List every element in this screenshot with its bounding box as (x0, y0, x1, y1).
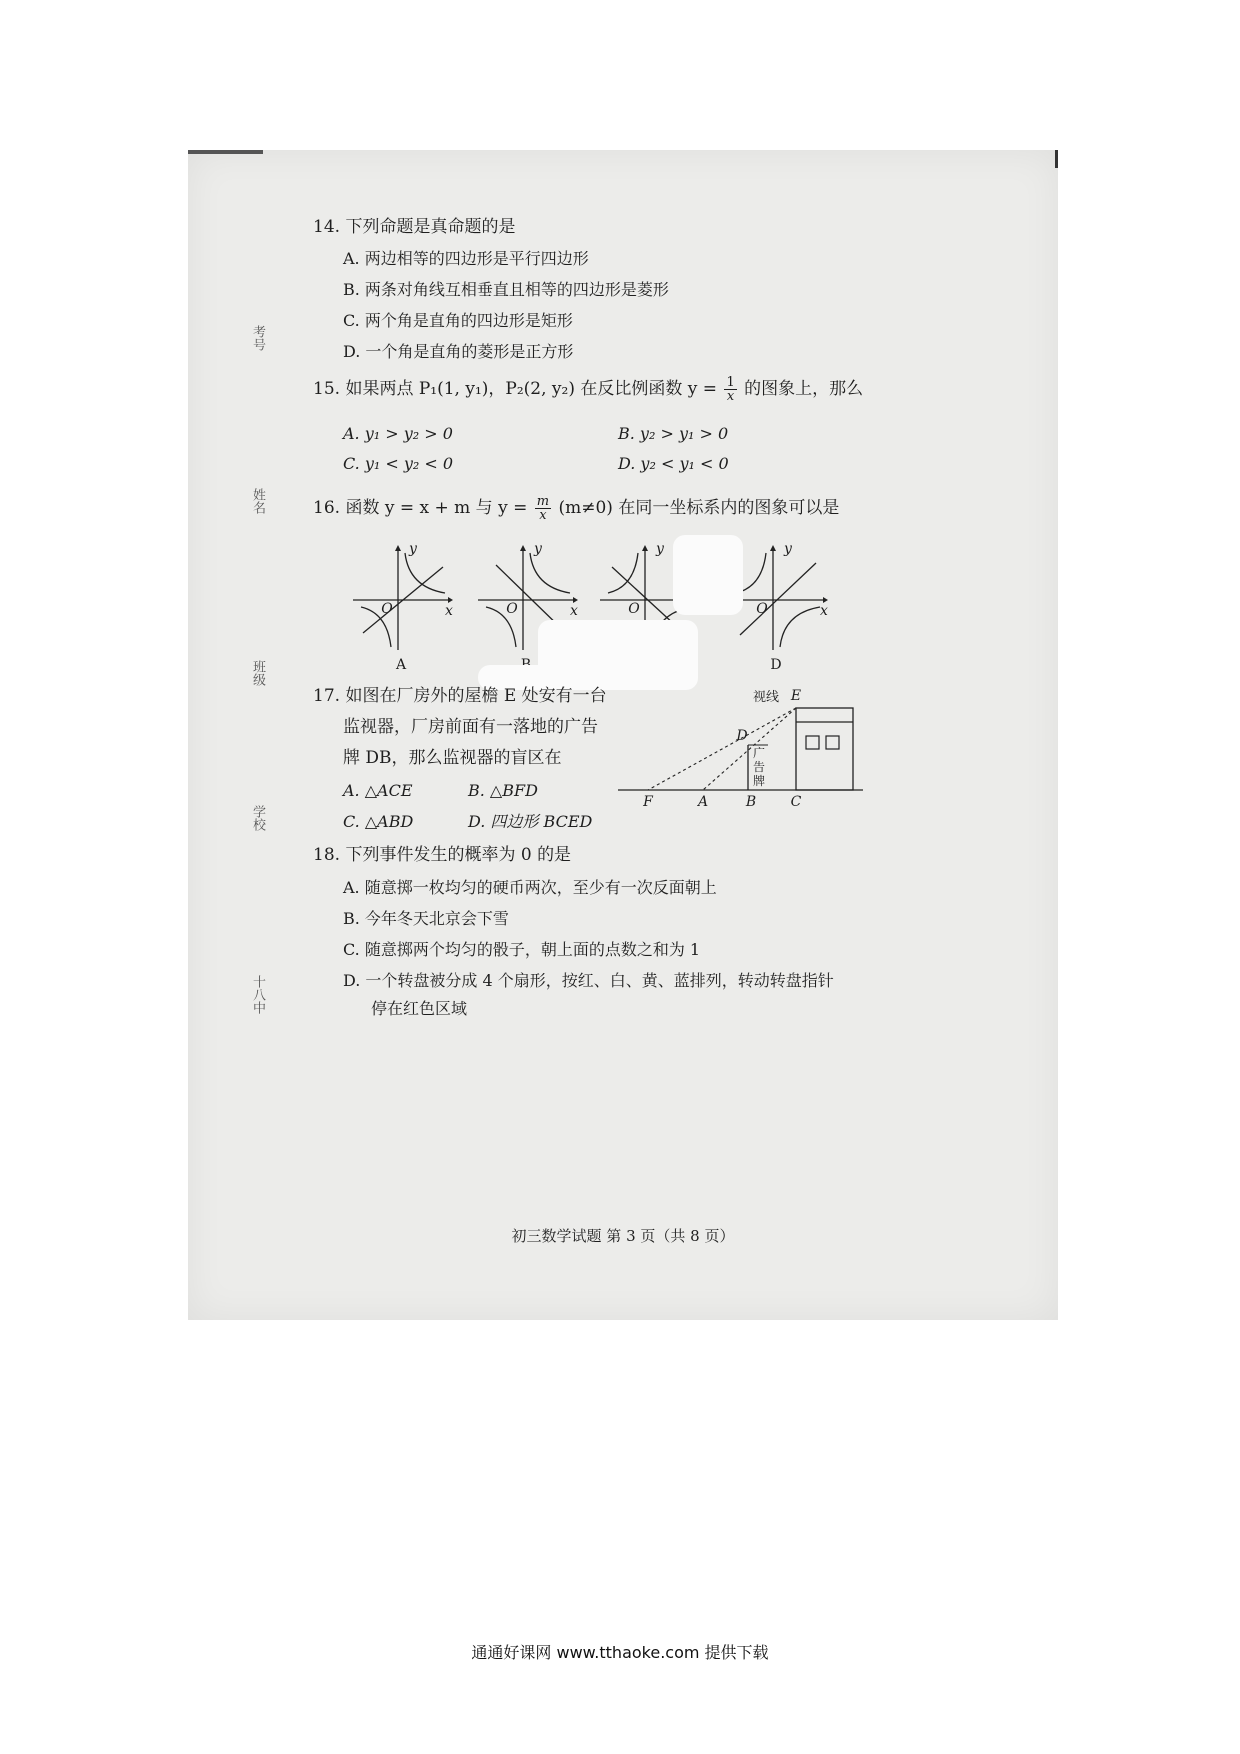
question-17-option-d: D. 四边形 BCED (468, 812, 593, 831)
axis-y-label: y (534, 541, 542, 557)
scan-edge-mark (188, 150, 263, 154)
margin-label: 学校 (250, 805, 265, 831)
question-15-option-b: B. y₂ > y₁ > 0 (618, 424, 729, 443)
fraction-denominator: x (726, 389, 735, 404)
download-credit: 通通好课网 www.tthaoke.com 提供下载 (471, 1643, 769, 1662)
question-17-option-b: B. △BFD (468, 781, 538, 800)
page-footer: 初三数学试题 第 3 页（共 8 页） (511, 1227, 735, 1245)
graph-label-a: A (395, 657, 407, 673)
question-14-option-d: D. 一个角是直角的菱形是正方形 (343, 342, 574, 361)
question-14-option-a: A. 两边相等的四边形是平行四边形 (343, 249, 589, 268)
graph-label-d: D (770, 657, 782, 673)
graph-a-svg (353, 545, 453, 655)
fraction-denominator: x (539, 508, 547, 523)
factory-figure-svg (608, 688, 868, 808)
origin-label: O (381, 601, 393, 617)
question-18-option-d: D. 一个转盘被分成 4 个扇形，按红、白、黄、蓝排列，转动转盘指针 (343, 971, 834, 990)
scan-edge-mark (1055, 150, 1058, 168)
ad-board-label: 广告牌 (753, 746, 766, 788)
question-17-option-c: C. △ABD (343, 812, 414, 831)
scan-whiteout (673, 535, 743, 615)
point-a-label: A (697, 794, 709, 810)
fraction (724, 376, 736, 403)
axis-x-label: x (445, 603, 453, 619)
question-18-option-d-continued: 停在红色区域 (371, 999, 468, 1018)
margin-label: 班级 (250, 660, 265, 686)
question-14-stem: 14. 下列命题是真命题的是 (313, 217, 516, 237)
margin-label: 考号 (250, 325, 265, 351)
margin-label: 十八中 (250, 975, 265, 1014)
axis-y-label: y (784, 541, 792, 557)
question-15-stem-text: 15. 如果两点 P₁(1, y₁)，P₂(2, y₂) 在反比例函数 y = (313, 379, 718, 399)
axis-x-label: x (570, 603, 578, 619)
question-17-option-a: A. △ACE (343, 781, 413, 800)
scan-whiteout (538, 620, 698, 690)
question-15-option-d: D. y₂ < y₁ < 0 (618, 454, 729, 473)
question-18-option-c: C. 随意掷两个均匀的骰子，朝上面的点数之和为 1 (343, 940, 701, 959)
axis-y-label: y (656, 541, 664, 557)
point-f-label: F (643, 794, 653, 810)
point-c-label: C (790, 794, 802, 810)
question-14-option-b: B. 两条对角线互相垂直且相等的四边形是菱形 (343, 280, 669, 299)
fraction-numerator: m (536, 494, 550, 509)
graph-d-svg (728, 545, 828, 655)
axis-y-label: y (409, 541, 417, 557)
origin-label: O (506, 601, 518, 617)
point-d-label: D (736, 728, 748, 744)
question-17-line-1: 17. 如图在厂房外的屋檐 E 处安有一台 (313, 686, 607, 706)
graph-option-a (353, 541, 453, 673)
origin-label: O (628, 601, 640, 617)
axis-x-label: x (820, 603, 828, 619)
question-16-stem (313, 495, 839, 522)
graph-option-d (728, 541, 828, 673)
question-17-line-3: 牌 DB，那么监视器的盲区在 (343, 748, 562, 768)
point-e-label: E (790, 688, 802, 704)
question-18-option-a: A. 随意掷一枚均匀的硬币两次，至少有一次反面朝上 (343, 878, 717, 897)
factory-figure (608, 688, 868, 808)
fraction (535, 495, 551, 522)
question-16-stem-text: 16. 函数 y = x + m 与 y = (313, 498, 528, 518)
question-14-option-c: C. 两个角是直角的四边形是矩形 (343, 311, 573, 330)
origin-label: O (756, 601, 768, 617)
margin-label: 姓名 (250, 488, 265, 514)
scanned-exam-page (188, 150, 1058, 1320)
question-17-line-2: 监视器，厂房前面有一落地的广告 (343, 717, 598, 737)
question-15-stem-text: 的图象上，那么 (744, 379, 864, 399)
question-18-option-b: B. 今年冬天北京会下雪 (343, 909, 509, 928)
point-b-label: B (745, 794, 757, 810)
question-16-stem-text: (m≠0) 在同一坐标系内的图象可以是 (558, 498, 840, 518)
fraction-numerator: 1 (726, 375, 735, 390)
question-15-stem (313, 376, 863, 403)
question-18-stem: 18. 下列事件发生的概率为 0 的是 (313, 845, 572, 865)
question-15-option-a: A. y₁ > y₂ > 0 (343, 424, 453, 443)
sight-label: 视线 (752, 690, 779, 705)
question-15-option-c: C. y₁ < y₂ < 0 (343, 454, 454, 473)
